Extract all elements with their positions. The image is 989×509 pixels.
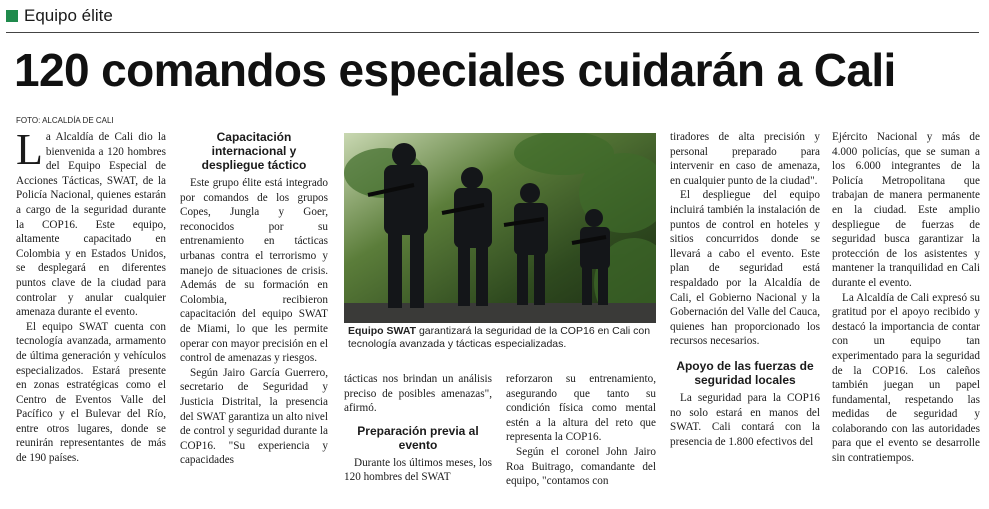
swat-team-image bbox=[344, 133, 656, 323]
headline: 120 comandos especiales cuidarán a Cali bbox=[14, 44, 896, 96]
paragraph: Según Jairo García Guerrero, secretario de Seguridad y Justicia Distrital, la presencia del SWAT garantiza un alto nivel de control y seguridad durante la COP16. "Su experiencia y capacidades bbox=[180, 366, 328, 467]
header-rule bbox=[6, 32, 979, 33]
paragraph: La seguridad para la COP16 no solo estará en manos del SWAT. Cali contará con la presencia de 1.800 efectivos del bbox=[670, 391, 820, 448]
article-column-2 bbox=[180, 130, 328, 468]
paragraph: Durante los últimos meses, los 120 hombres del SWAT bbox=[344, 456, 492, 484]
section-label: Equipo élite bbox=[24, 6, 113, 25]
paragraph: reforzaron su entrenamiento, asegurando que tanto su condición física como mental estén a la altura del reto que representa la COP16. bbox=[506, 373, 656, 444]
article-column-1 bbox=[16, 125, 166, 466]
article-column-5 bbox=[670, 130, 820, 449]
caption-lead: Equipo SWAT bbox=[348, 325, 417, 337]
paragraph: La Alcaldía de Cali expresó su gratitud por el apoyo recibido y destacó la importancia de contar con un equipo tan experimentado para la seguridad de la COP16. Los caleños también juegan un papel fundamental, respetando las medidas de seguridad y colaborando con las autoridades para que el evento se desarrolle sin contratiempos. bbox=[832, 291, 980, 465]
swat-team-photo bbox=[344, 133, 656, 323]
paragraph: La Alcaldía de Cali dio la bienvenida a 120 hombres del Equipo Especial de Acciones Tácticas, SWAT, de la Policía Nacional, quienes estarán a cargo de la seguridad durante la COP16. Este equipo, altamente capacitado en Colombia y en Estados Unidos, se desplegará en diferentes puntos clave de la ciudad para controlar y anular cualquier amenaza durante el evento. bbox=[16, 125, 166, 319]
section-square-icon bbox=[6, 10, 18, 22]
article-column-3 bbox=[344, 372, 492, 485]
subheading: Capacitación internacional y despliegue táctico bbox=[201, 130, 307, 172]
drop-cap: L bbox=[16, 125, 43, 174]
article-column-6 bbox=[832, 130, 980, 466]
paragraph: El equipo SWAT cuenta con tecnología avanzada, armamento de última generación y vehículos especializados. Estará presente en zonas estratégicas como el Centro de Eventos Valle del Pacífico y el Bulevar del Río, entre otros lugares, donde se reunirán representantes de más de 190 países. bbox=[16, 320, 166, 465]
paragraph: Ejército Nacional y más de 4.000 policías, que se suman a los 6.000 integrantes de la Policía Metropolitana que trabajan de manera permanente en la ciudad. Este amplio despliegue de fuerzas de seguridad busca garantizar la protección de los asistentes y mantener la tranquilidad en Cali durante el evento. bbox=[832, 131, 980, 289]
section-header bbox=[6, 6, 113, 26]
paragraph: Según el coronel John Jairo Roa Buitrago, comandante del equipo, "contamos con bbox=[506, 445, 656, 488]
paragraph: El despliegue del equipo incluirá también la instalación de puntos de control en hoteles y sitios concurridos donde se llevará a cabo el evento. Este plan de seguridad está respaldado por la Alcaldía de Cali, el Gobierno Nacional y la Gobernación del Valle del Cauca, quienes han proporcionado los recursos necesarios. bbox=[670, 189, 820, 348]
photo-caption bbox=[348, 325, 654, 351]
paragraph: tácticas nos brindan un análisis preciso de posibles amenazas", afirmó. bbox=[344, 373, 492, 415]
subheading: Preparación previa al evento bbox=[357, 423, 479, 452]
photo-credit: FOTO: ALCALDÍA DE CALI bbox=[16, 116, 114, 125]
paragraph: Este grupo élite está integrado por comandos de los grupos Copes, Jungla y Goer, reconocidos por su entrenamiento en tácticas urbanas contra el terrorismo y manejo de situaciones de crisis. Además de su formación en Colombia, recibieron capacitación del equipo SWAT de Miami, lo que les permite operar con mayor precisión en el control de amenazas y riesgos. bbox=[180, 177, 328, 365]
article-column-4 bbox=[506, 372, 656, 489]
subheading: Apoyo de las fuerzas de seguridad locales bbox=[676, 358, 814, 387]
paragraph: tiradores de alta precisión y personal preparado para intervenir en caso de amenaza, en cualquier punto de la ciudad". bbox=[670, 131, 820, 187]
caption-text: garantizará la seguridad de la COP16 en Cali con tecnología avanzada y tácticas especializadas. bbox=[348, 325, 651, 350]
